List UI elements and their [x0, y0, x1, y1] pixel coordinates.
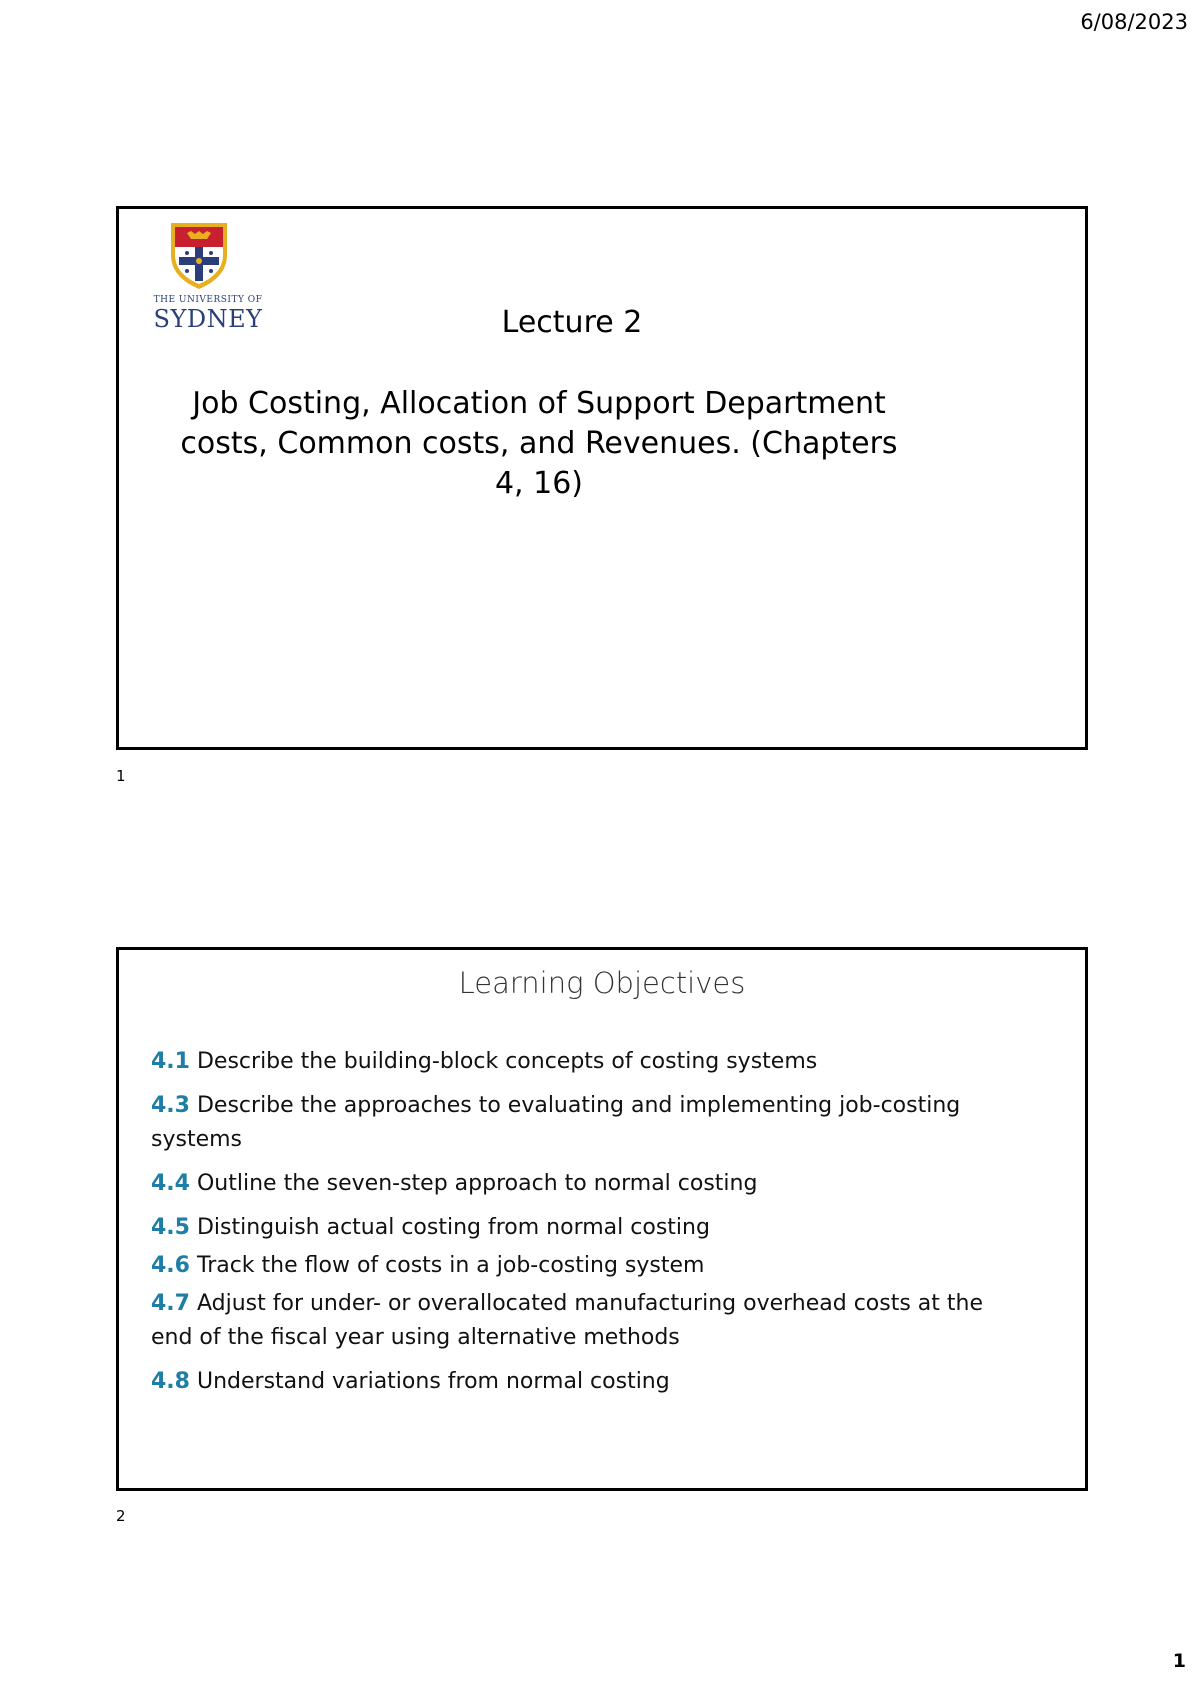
slide-1 [116, 206, 1088, 750]
objective-item [151, 1365, 1031, 1399]
slide-number-2: 2 [116, 1507, 126, 1525]
university-crest-icon [167, 219, 231, 291]
objective-code: 4.1 [151, 1049, 190, 1074]
objective-code: 4.3 [151, 1093, 190, 1118]
print-date: 6/08/2023 [1080, 10, 1188, 34]
objective-item [151, 1249, 1031, 1283]
objectives-list [151, 1045, 1031, 1409]
slide-2 [116, 947, 1088, 1491]
objective-code: 4.7 [151, 1291, 190, 1316]
objective-text: Outline the seven-step approach to normal costing [196, 1171, 758, 1196]
objective-item [151, 1089, 1031, 1157]
objective-item [151, 1211, 1031, 1245]
objective-item [151, 1287, 1031, 1355]
objective-text: Track the flow of costs in a job-costing system [196, 1253, 705, 1278]
lecture-title [119, 305, 1085, 340]
objective-text: Adjust for under- or overallocated manufacturing overhead costs at the end of the fiscal year using alternative methods [151, 1291, 984, 1350]
logo-text-big: SYDNEY [153, 305, 263, 333]
logo-text-small: THE UNIVERSITY OF [153, 295, 263, 305]
objective-code: 4.5 [151, 1215, 190, 1240]
lecture-title-text: Lecture 2 [501, 305, 643, 340]
objective-text: Describe the building-block concepts of costing systems [196, 1049, 818, 1074]
slide-number-1: 1 [116, 767, 126, 785]
objective-code: 4.8 [151, 1369, 190, 1394]
objectives-heading: Learning Objectives [458, 966, 746, 1000]
page-number: 1 [1172, 1650, 1186, 1672]
objective-text: Describe the approaches to evaluating and implementing job-costing systems [151, 1093, 961, 1152]
objective-code: 4.6 [151, 1253, 190, 1278]
objective-text: Understand variations from normal costing [196, 1369, 670, 1394]
objective-text: Distinguish actual costing from normal costing [196, 1215, 710, 1240]
lecture-subtitle: Job Costing, Allocation of Support Department costs, Common costs, and Revenues. (Chapters 4, 16) [180, 386, 898, 501]
objective-item [151, 1045, 1031, 1079]
objective-item [151, 1167, 1031, 1201]
objective-code: 4.4 [151, 1171, 190, 1196]
